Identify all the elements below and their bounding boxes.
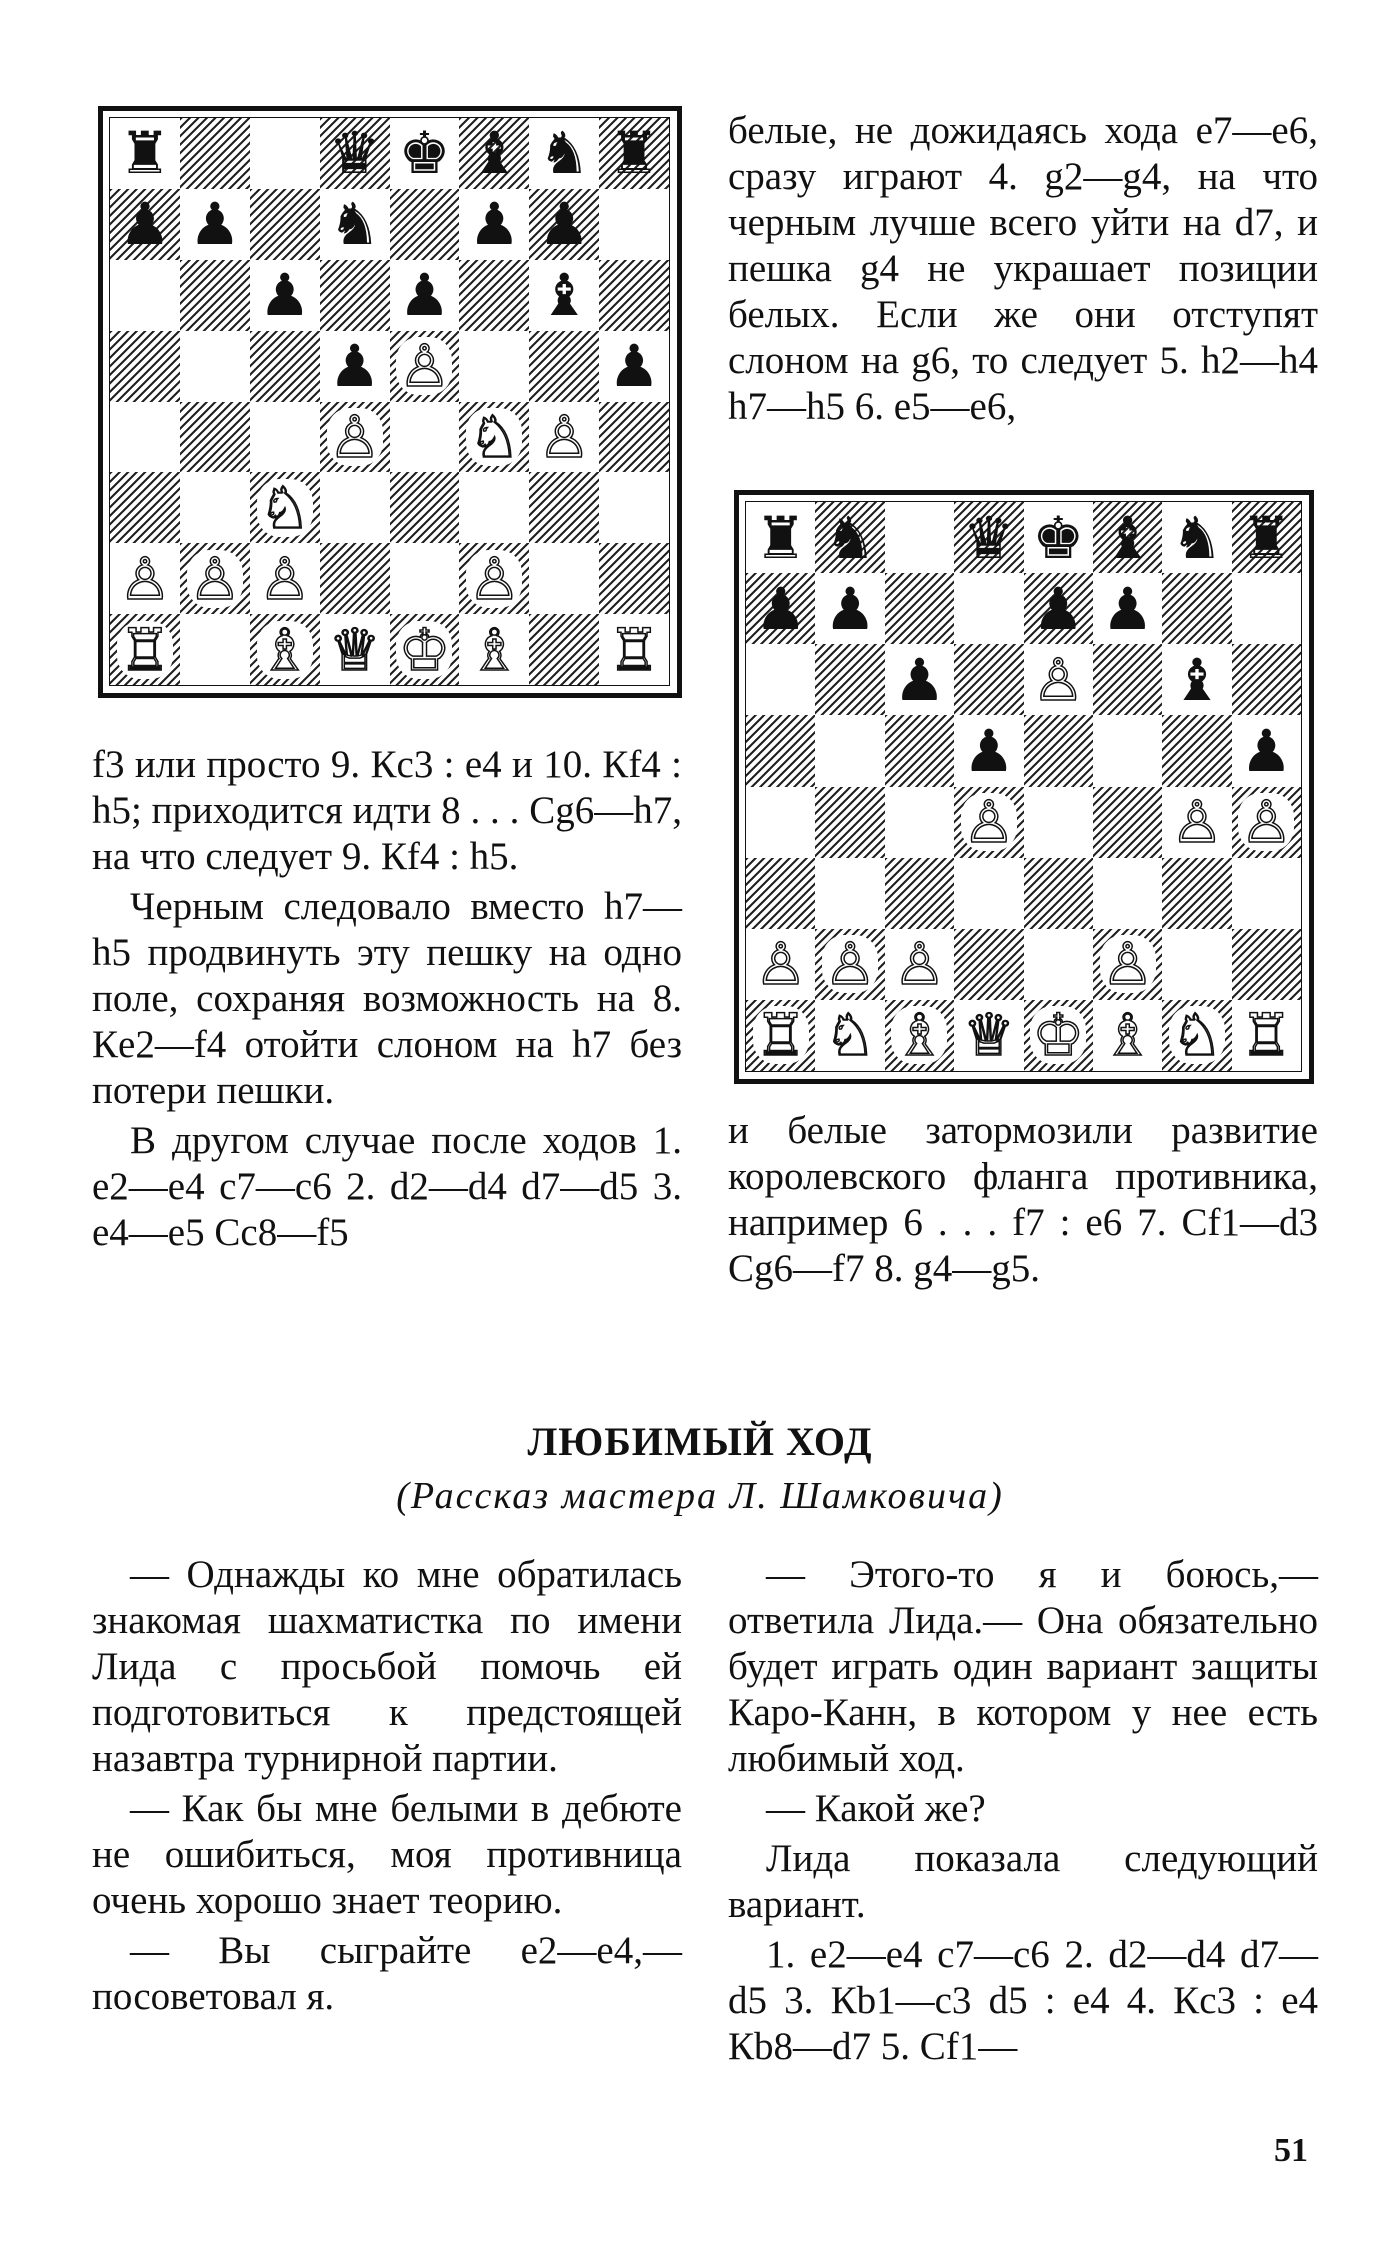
black-knight-icon: ♞ xyxy=(538,119,591,188)
board-square xyxy=(1024,502,1093,573)
paragraph: белые, не дожидаясь хода e7—e6, сразу играют 4. g2—g4, на что черным лучше всего уйти на d7, и пешка g4 не украшает позиции белых. Если же они отступят слоном на g6, то следует 5. h2—h4 h7—h5 6. e5—e6, xyxy=(728,109,1318,428)
black-pawn-icon: ♟ xyxy=(608,332,661,401)
board-square xyxy=(110,472,180,543)
white-rook-icon: ♖ xyxy=(608,615,661,684)
paragraph: В другом случае после ходов 1. e2—e4 c7—c6 2. d2—d4 d7—d5 3. e4—e5 Сc8—f5 xyxy=(92,1119,682,1254)
board-square xyxy=(815,929,884,1000)
board-square xyxy=(250,472,320,543)
white-rook-icon: ♖ xyxy=(754,1001,807,1070)
board-square xyxy=(180,118,250,189)
black-pawn-icon: ♟ xyxy=(1032,574,1085,643)
board-square xyxy=(1093,1000,1162,1071)
black-pawn-icon: ♟ xyxy=(1101,574,1154,643)
board-square xyxy=(110,614,180,685)
white-pawn-icon: ♙ xyxy=(1101,930,1154,999)
white-knight-icon: ♘ xyxy=(1170,1001,1223,1070)
board-square xyxy=(459,472,529,543)
white-pawn-icon: ♙ xyxy=(398,332,451,401)
board-square xyxy=(390,189,460,260)
white-queen-icon: ♕ xyxy=(962,1001,1015,1070)
board-square xyxy=(1162,502,1231,573)
board-square xyxy=(459,118,529,189)
text-column-bottom-left xyxy=(92,1548,682,2020)
board-square xyxy=(529,260,599,331)
white-pawn-icon: ♙ xyxy=(754,930,807,999)
board-square xyxy=(320,189,390,260)
board-square xyxy=(1162,715,1231,786)
board-square xyxy=(110,331,180,402)
black-pawn-icon: ♟ xyxy=(468,190,521,259)
board-square xyxy=(954,573,1023,644)
board-square xyxy=(1093,858,1162,929)
board-square xyxy=(599,543,669,614)
white-pawn-icon: ♙ xyxy=(824,930,877,999)
board-square xyxy=(390,472,460,543)
board-square xyxy=(885,715,954,786)
paragraph: — Этого-то я и боюсь,— ответила Лида.— Она обязательно будет играть один вариант защиты Каро-Канн, в котором у нее есть любимый ход. xyxy=(728,1553,1318,1780)
board-square xyxy=(459,189,529,260)
paragraph: — Как бы мне белыми в дебюте не ошибиться, моя противница очень хорошо знает теорию. xyxy=(92,1787,682,1922)
board-square xyxy=(529,543,599,614)
white-pawn-icon: ♙ xyxy=(538,402,591,471)
board-square xyxy=(459,260,529,331)
board-square xyxy=(250,189,320,260)
board-square xyxy=(529,331,599,402)
board-square xyxy=(599,331,669,402)
board-square xyxy=(390,614,460,685)
board-square xyxy=(250,331,320,402)
black-queen-icon: ♛ xyxy=(962,503,1015,572)
white-pawn-icon: ♙ xyxy=(893,930,946,999)
board-square xyxy=(250,402,320,473)
board-square xyxy=(1162,644,1231,715)
white-knight-icon: ♘ xyxy=(468,402,521,471)
board-square xyxy=(1024,1000,1093,1071)
black-bishop-icon: ♝ xyxy=(538,261,591,330)
board-inner-frame xyxy=(745,501,1302,1072)
board-inner-frame xyxy=(109,117,670,686)
board-square xyxy=(110,402,180,473)
board-square xyxy=(459,402,529,473)
board-square xyxy=(1232,573,1301,644)
white-pawn-icon: ♙ xyxy=(1170,788,1223,857)
black-pawn-icon: ♟ xyxy=(824,574,877,643)
black-pawn-icon: ♟ xyxy=(118,190,171,259)
board-square xyxy=(1232,858,1301,929)
board-square xyxy=(815,715,884,786)
board-square xyxy=(599,118,669,189)
board-square xyxy=(110,260,180,331)
black-bishop-icon: ♝ xyxy=(1170,645,1223,714)
board-square xyxy=(1232,787,1301,858)
board-square xyxy=(599,260,669,331)
board-square xyxy=(320,331,390,402)
board-square xyxy=(1162,858,1231,929)
white-pawn-icon: ♙ xyxy=(962,788,1015,857)
board-square xyxy=(954,929,1023,1000)
board-square xyxy=(1162,929,1231,1000)
board-square xyxy=(110,118,180,189)
white-knight-icon: ♘ xyxy=(824,1001,877,1070)
black-knight-icon: ♞ xyxy=(824,503,877,572)
white-pawn-icon: ♙ xyxy=(468,544,521,613)
white-pawn-icon: ♙ xyxy=(258,544,311,613)
board-square xyxy=(390,118,460,189)
board-square xyxy=(250,118,320,189)
white-queen-icon: ♕ xyxy=(328,615,381,684)
board-square xyxy=(1162,573,1231,644)
board-square xyxy=(110,189,180,260)
black-pawn-icon: ♟ xyxy=(538,190,591,259)
section-title: ЛЮБИМЫЙ ХОД xyxy=(527,1419,873,1464)
board-square xyxy=(885,929,954,1000)
board-square xyxy=(1162,1000,1231,1071)
black-pawn-icon: ♟ xyxy=(893,645,946,714)
board-square xyxy=(459,331,529,402)
board-square xyxy=(815,787,884,858)
board-square xyxy=(529,614,599,685)
white-pawn-icon: ♙ xyxy=(188,544,241,613)
board-square xyxy=(529,402,599,473)
board-square xyxy=(250,260,320,331)
board-square xyxy=(599,402,669,473)
board-square xyxy=(180,543,250,614)
board-square xyxy=(180,614,250,685)
black-rook-icon: ♜ xyxy=(608,119,661,188)
paragraph: — Однажды ко мне обратилась знакомая шахматистка по имени Лида с просьбой помочь ей подготовиться к предстоящей назавтра турнирной партии. xyxy=(92,1553,682,1780)
board-square xyxy=(250,614,320,685)
board-square xyxy=(320,260,390,331)
black-rook-icon: ♜ xyxy=(754,503,807,572)
board-square xyxy=(1093,787,1162,858)
black-pawn-icon: ♟ xyxy=(328,332,381,401)
white-pawn-icon: ♙ xyxy=(118,544,171,613)
board-square xyxy=(746,929,815,1000)
white-pawn-icon: ♙ xyxy=(1032,645,1085,714)
board-square xyxy=(885,858,954,929)
board-square xyxy=(180,331,250,402)
board-square xyxy=(529,189,599,260)
black-bishop-icon: ♝ xyxy=(1101,503,1154,572)
board-square xyxy=(954,1000,1023,1071)
board-square xyxy=(1024,644,1093,715)
black-knight-icon: ♞ xyxy=(1170,503,1223,572)
black-king-icon: ♚ xyxy=(398,119,451,188)
board-square xyxy=(1024,573,1093,644)
board-square xyxy=(1232,715,1301,786)
black-pawn-icon: ♟ xyxy=(1240,716,1293,785)
board-square xyxy=(1024,858,1093,929)
board-square xyxy=(885,573,954,644)
board-square xyxy=(815,858,884,929)
board-square xyxy=(815,1000,884,1071)
text-column-top-left xyxy=(92,742,682,1256)
board-square xyxy=(320,402,390,473)
board-square xyxy=(180,402,250,473)
board-square xyxy=(746,573,815,644)
board-square xyxy=(320,614,390,685)
board-square xyxy=(390,402,460,473)
white-king-icon: ♔ xyxy=(1032,1001,1085,1070)
board-square xyxy=(815,502,884,573)
black-rook-icon: ♜ xyxy=(1240,503,1293,572)
board-square xyxy=(954,502,1023,573)
white-pawn-icon: ♙ xyxy=(1240,788,1293,857)
paragraph: — Какой же? xyxy=(766,1787,986,1830)
board-square xyxy=(599,472,669,543)
board-square xyxy=(1093,502,1162,573)
board-square xyxy=(885,787,954,858)
board-square xyxy=(1232,1000,1301,1071)
board-square xyxy=(746,1000,815,1071)
chess-diagram-1 xyxy=(98,106,682,698)
board-square xyxy=(1024,787,1093,858)
board-square xyxy=(885,1000,954,1071)
board-square xyxy=(459,614,529,685)
black-queen-icon: ♛ xyxy=(328,119,381,188)
board-square xyxy=(1162,787,1231,858)
board-square xyxy=(1024,929,1093,1000)
chess-diagram-2 xyxy=(734,490,1314,1084)
white-rook-icon: ♖ xyxy=(1240,1001,1293,1070)
white-bishop-icon: ♗ xyxy=(468,615,521,684)
text-column-bottom-right xyxy=(728,1548,1318,2070)
board-square xyxy=(1093,573,1162,644)
board-square xyxy=(1093,929,1162,1000)
board-square xyxy=(1093,644,1162,715)
board-square xyxy=(529,472,599,543)
paragraph: Черным следовало вместо h7—h5 продвинуть эту пешку на одно поле, сохраняя возможность на 8. Кe2—f4 отойти слоном на h7 без потери пешки. xyxy=(92,885,682,1112)
white-bishop-icon: ♗ xyxy=(258,615,311,684)
board-square xyxy=(815,644,884,715)
board-square xyxy=(1232,644,1301,715)
black-king-icon: ♚ xyxy=(1032,503,1085,572)
black-pawn-icon: ♟ xyxy=(962,716,1015,785)
black-pawn-icon: ♟ xyxy=(398,261,451,330)
white-knight-icon: ♘ xyxy=(258,473,311,542)
board-square xyxy=(459,543,529,614)
board-square xyxy=(1232,502,1301,573)
board-square xyxy=(320,118,390,189)
board-square xyxy=(180,189,250,260)
board-square xyxy=(954,858,1023,929)
board-square xyxy=(746,787,815,858)
black-pawn-icon: ♟ xyxy=(754,574,807,643)
board-square xyxy=(599,189,669,260)
board-square xyxy=(746,502,815,573)
white-king-icon: ♔ xyxy=(398,615,451,684)
black-rook-icon: ♜ xyxy=(118,119,171,188)
board-square xyxy=(746,715,815,786)
board-square xyxy=(885,644,954,715)
board-square xyxy=(954,644,1023,715)
black-pawn-icon: ♟ xyxy=(258,261,311,330)
board-square xyxy=(180,472,250,543)
page-number: 51 xyxy=(1274,2132,1308,2169)
white-rook-icon: ♖ xyxy=(118,615,171,684)
paragraph: 1. e2—e4 c7—c6 2. d2—d4 d7—d5 3. Кb1—c3 d5 : e4 4. Кc3 : e4 Кb8—d7 5. Сf1— xyxy=(728,1933,1318,2068)
board-square xyxy=(954,787,1023,858)
board-square xyxy=(1024,715,1093,786)
text-column-top-right xyxy=(728,108,1318,430)
text-column-right-after-diagram xyxy=(728,1108,1318,1292)
black-knight-icon: ♞ xyxy=(328,190,381,259)
board-square xyxy=(180,260,250,331)
board-square xyxy=(815,573,884,644)
section-subtitle: (Рассказ мастера Л. Шамковича) xyxy=(396,1475,1004,1517)
board-square xyxy=(110,543,180,614)
board-square xyxy=(746,858,815,929)
board-square xyxy=(529,118,599,189)
board-square xyxy=(1232,929,1301,1000)
board-square xyxy=(885,502,954,573)
paragraph: — Вы сыграйте e2—e4,— посоветовал я. xyxy=(92,1929,682,2018)
black-pawn-icon: ♟ xyxy=(188,190,241,259)
black-bishop-icon: ♝ xyxy=(468,119,521,188)
white-bishop-icon: ♗ xyxy=(1101,1001,1154,1070)
board-square xyxy=(250,543,320,614)
board-square xyxy=(746,644,815,715)
white-pawn-icon: ♙ xyxy=(328,402,381,471)
board-square xyxy=(954,715,1023,786)
board-square xyxy=(390,331,460,402)
paragraph: и белые затормозили развитие королевского фланга противника, например 6 . . . f7 : e6 7. Сf1—d3 Сg6—f7 8. g4—g5. xyxy=(728,1109,1318,1290)
white-bishop-icon: ♗ xyxy=(893,1001,946,1070)
board-square xyxy=(320,472,390,543)
paragraph: Лида показала следующий вариант. xyxy=(728,1837,1318,1926)
board-square xyxy=(390,260,460,331)
board-square xyxy=(1093,715,1162,786)
board-square xyxy=(599,614,669,685)
board-square xyxy=(320,543,390,614)
paragraph: f3 или просто 9. Кc3 : e4 и 10. Кf4 : h5; приходится идти 8 . . . Сg6—h7, на что следует 9. Кf4 : h5. xyxy=(92,743,682,878)
board-square xyxy=(390,543,460,614)
